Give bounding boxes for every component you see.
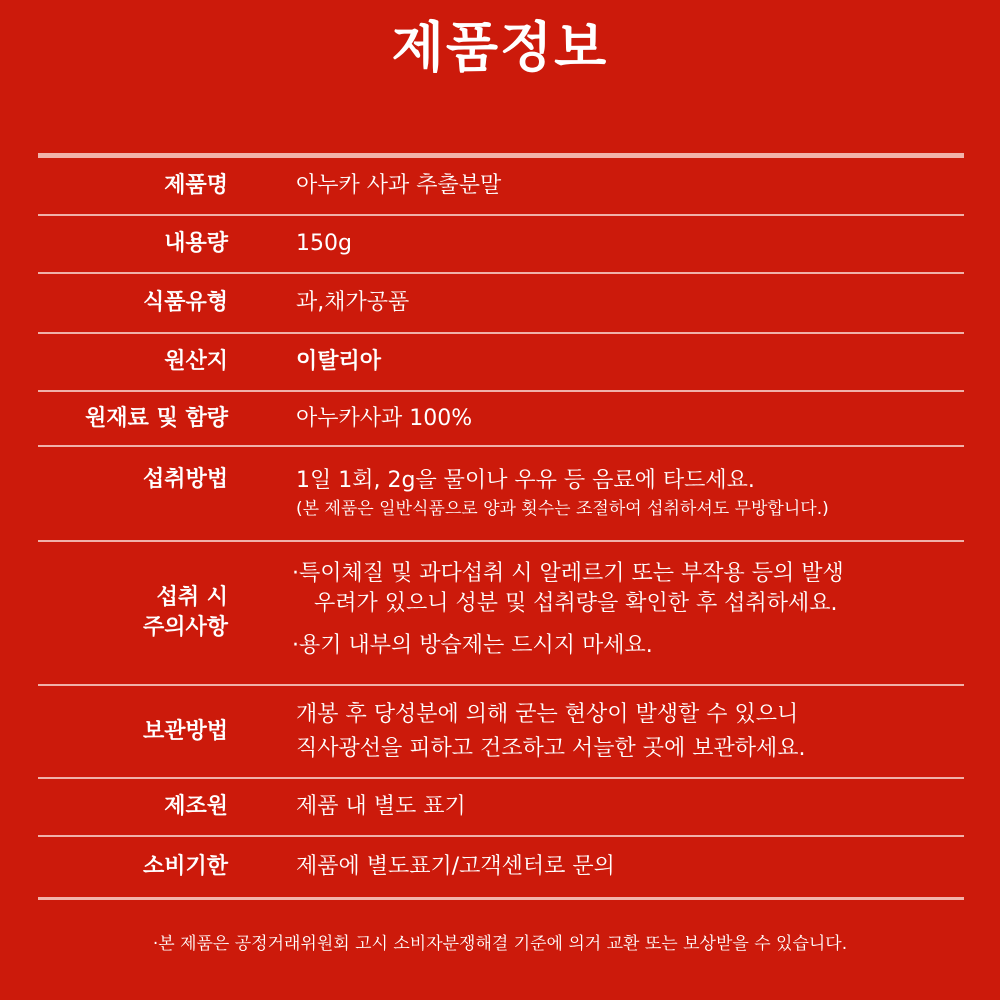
row-value: 제품 내 별도 표기 [296,794,466,819]
row-label-line1: 섭취 시 [156,585,228,610]
footnote: ·본 제품은 공정거래위원회 고시 소비자분쟁해결 기준에 의거 교환 또는 보상받을 수 있습니다. [152,934,848,954]
row-label-line2: 주의사항 [142,615,228,640]
row-storage [38,686,964,779]
row-value: 이탈리아 [296,349,382,374]
row-product-name [38,158,964,216]
row-value: 아누카 사과 추출분말 [296,173,502,198]
row-label: 원산지 [164,349,228,374]
spacer [296,619,964,631]
row-value: 과,채가공품 [296,290,410,315]
row-value-wrap [292,559,964,661]
row-label: 보관방법 [142,718,228,744]
row-origin [38,334,964,392]
row-label: 제품명 [164,173,228,198]
page-title: 제품정보 [391,16,609,79]
row-label: 제조원 [164,794,228,819]
row-capacity [38,216,964,274]
row-food-type [38,274,964,334]
storage-line1: 개봉 후 당성분에 의해 굳는 현상이 발생할 수 있으니 [296,701,799,727]
row-value: 1일 1회, 2g을 물이나 우유 등 음료에 타드세요. [296,467,755,493]
row-note: (본 제품은 일반식품으로 양과 횟수는 조절하여 섭취하셔도 무방합니다.) [296,498,829,519]
row-label-wrap [38,583,228,643]
row-label: 내용량 [164,231,228,256]
row-intake-method [38,447,964,542]
precaution-line1: ·특이체질 및 과다섭취 시 알레르기 또는 부작용 등의 발생 [292,561,844,586]
row-manufacturer [38,779,964,837]
row-label: 원재료 및 함량 [85,405,228,431]
row-value-wrap [296,466,964,522]
product-info-table [38,153,964,900]
row-expiry [38,837,964,900]
row-label: 소비기한 [142,854,228,879]
row-value: 150g [296,231,352,256]
row-label: 섭취방법 [142,467,228,492]
row-value: 제품에 별도표기/고객센터로 문의 [296,854,615,879]
row-label: 식품유형 [142,290,228,315]
precaution-line2: 우려가 있으니 성분 및 섭취량을 확인한 후 섭취하세요. [314,591,838,616]
row-value: 아누카사과 100% [296,405,473,431]
row-value-wrap [296,698,964,766]
row-ingredients [38,392,964,447]
row-precautions [38,542,964,686]
row-value-wrap [296,347,964,377]
storage-line2: 직사광선을 피하고 건조하고 서늘한 곳에 보관하세요. [296,735,806,761]
precaution-line3: ·용기 내부의 방습제는 드시지 마세요. [292,633,653,658]
